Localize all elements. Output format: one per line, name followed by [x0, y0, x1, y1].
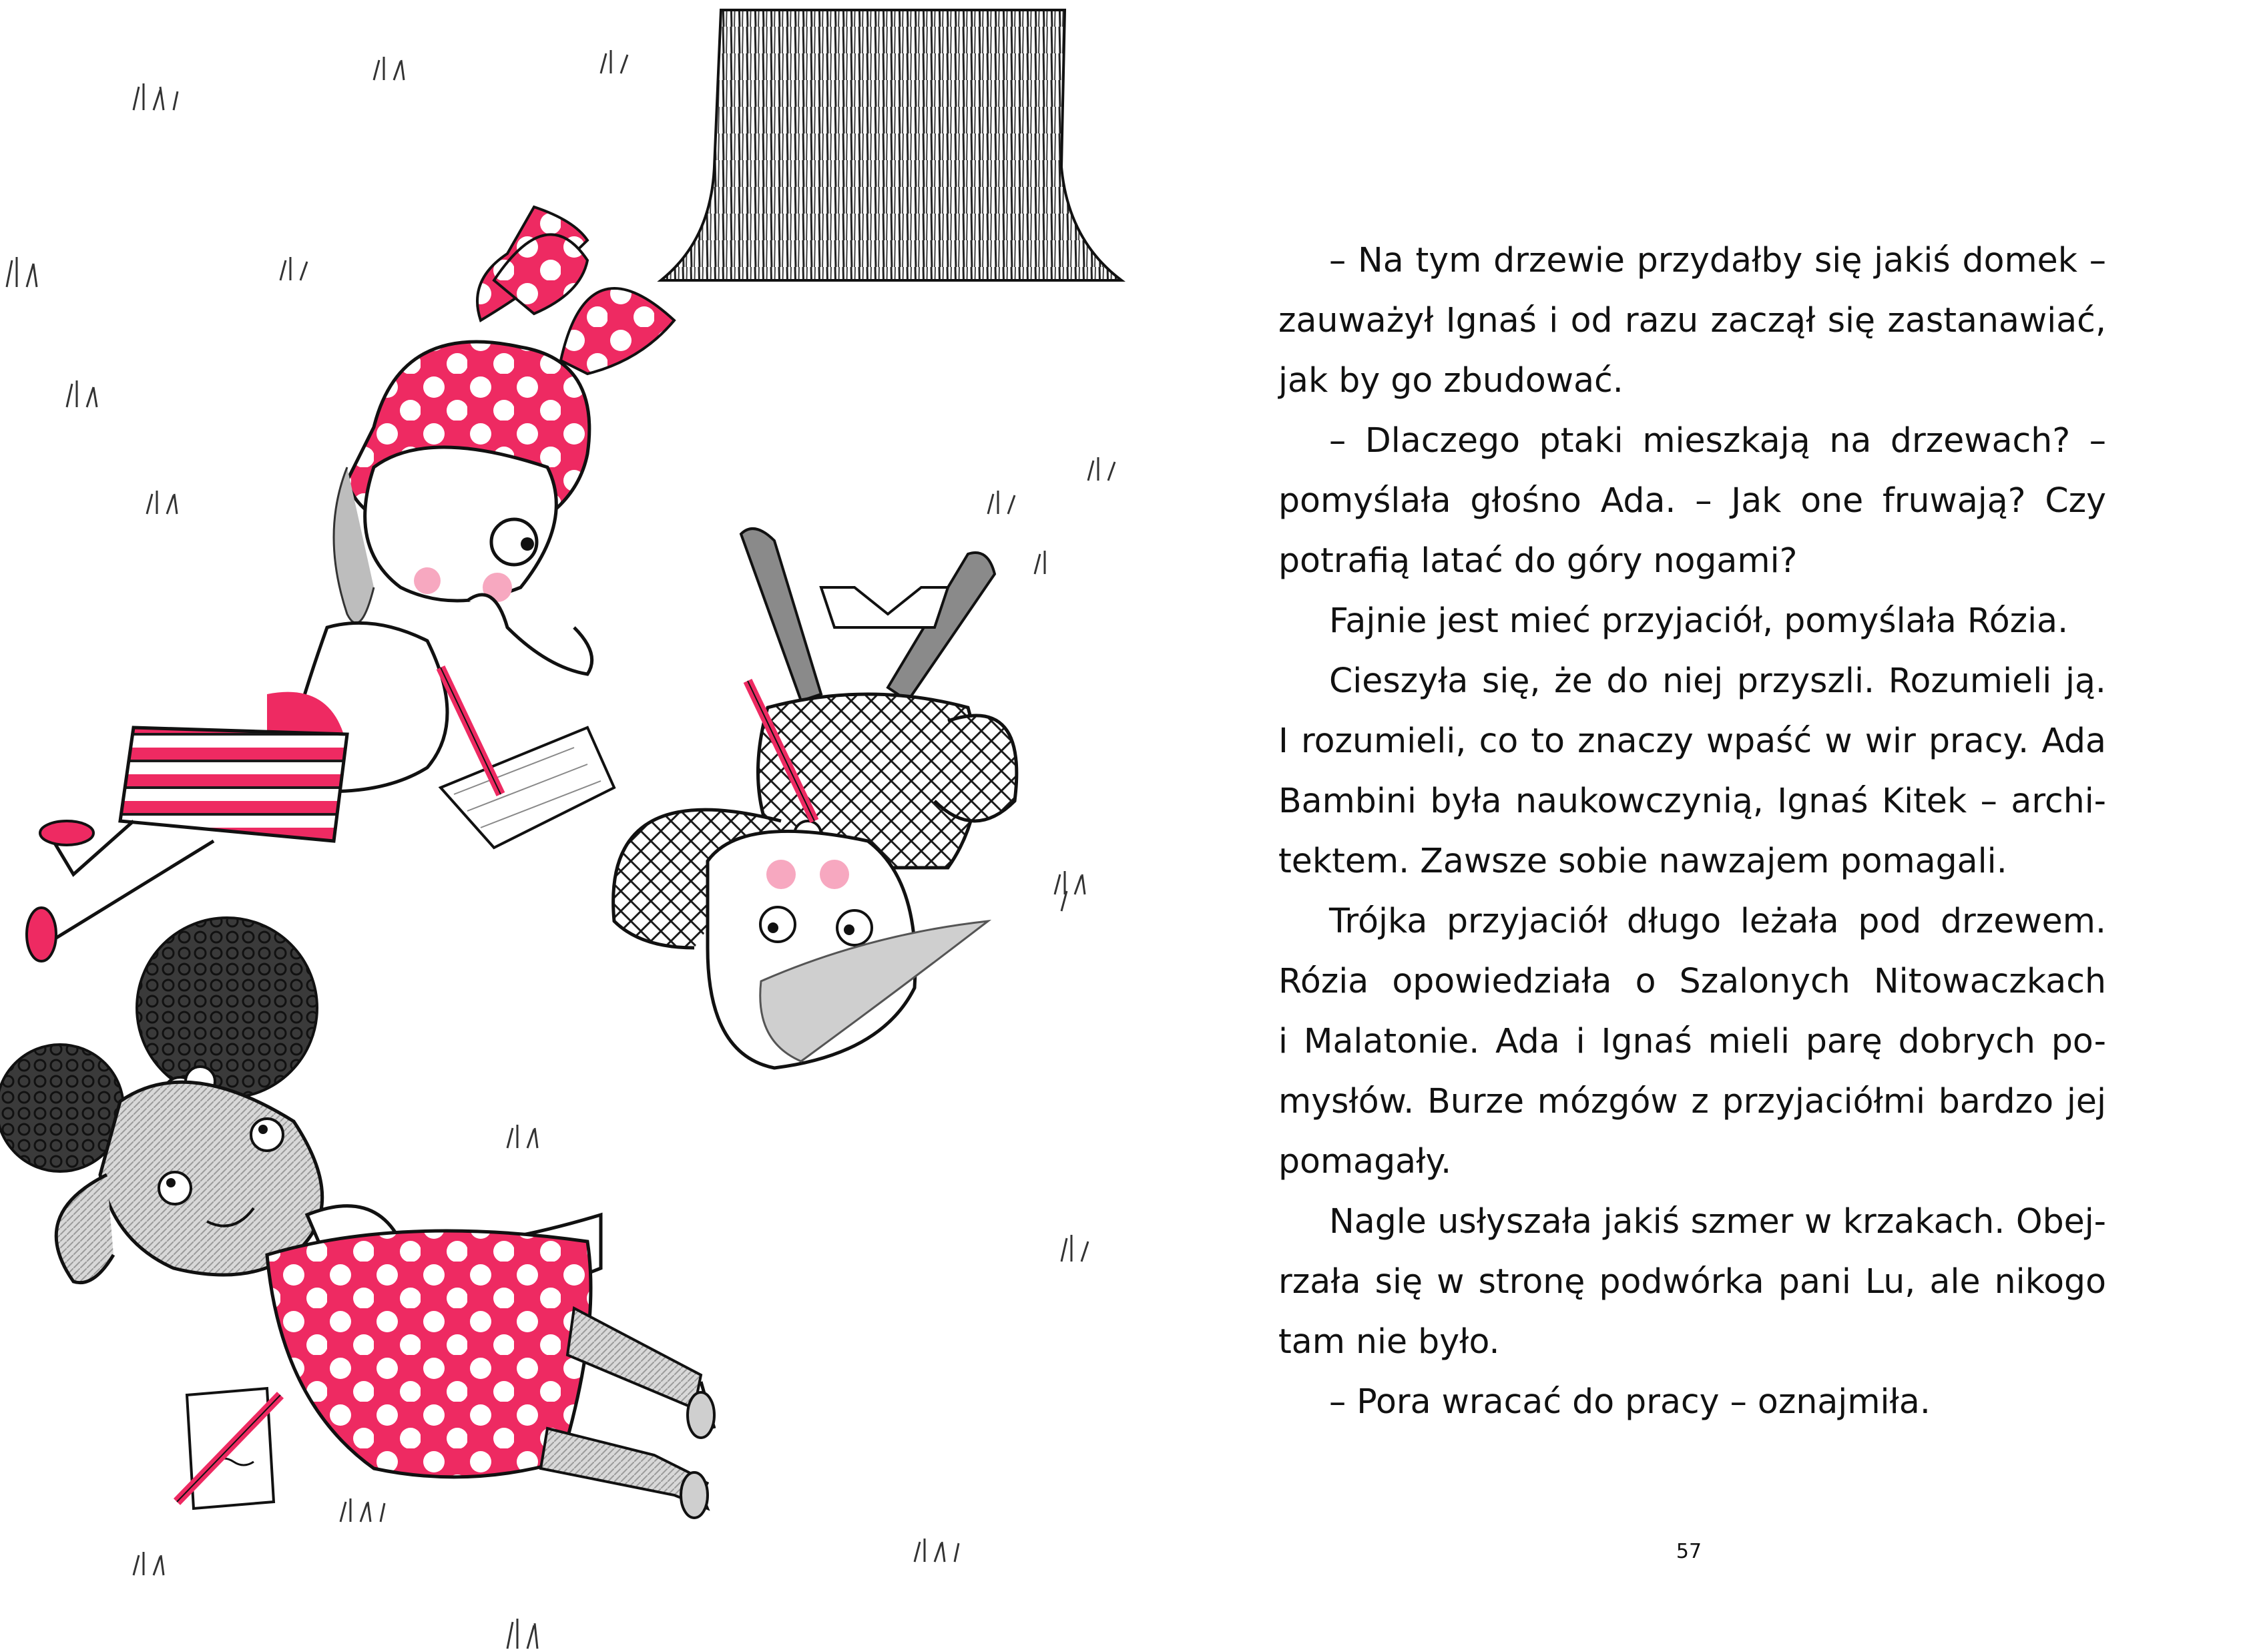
tree-trunk	[661, 10, 1121, 280]
girl-with-bandana	[27, 207, 674, 961]
text-line: pomyślała głośno Ada. – Jak one fruwają? Czy	[1278, 481, 2106, 520]
text-line: zauważył Ignaś i od razu zaczął się zastanawiać,	[1278, 300, 2106, 340]
text-line: potrafią latać do góry nogami?	[1278, 541, 1798, 580]
text-line: Bambini była naukowczynią, Ignaś Kitek – archi-	[1278, 781, 2106, 820]
text-line: i Malatonie. Ada i Ignaś mieli parę dobrych po-	[1278, 1021, 2106, 1061]
text-line: mysłów. Burze mózgów z przyjaciółmi bardzo jej	[1278, 1081, 2106, 1121]
text-line: Trójka przyjaciół długo leżała pod drzewem.	[1329, 901, 2106, 940]
girl-with-curly-hair	[0, 918, 714, 1518]
paragraph	[1278, 591, 2106, 651]
paragraph	[1278, 410, 2106, 591]
paragraph	[1278, 230, 2106, 410]
text-line: pomagały.	[1278, 1141, 1452, 1181]
paragraph	[1278, 1372, 2106, 1432]
text-line: jak by go zbudować.	[1278, 360, 1623, 400]
text-line: tam nie było.	[1278, 1322, 1500, 1361]
paragraph	[1278, 1191, 2106, 1372]
text-page	[1278, 230, 2106, 1432]
text-line: Cieszyła się, że do niej przyszli. Rozumieli ją.	[1329, 661, 2106, 700]
text-line: – Dlaczego ptaki mieszkają na drzewach? –	[1329, 421, 2106, 460]
text-line: I rozumieli, co to znaczy wpaść w wir pracy. Ada	[1278, 721, 2106, 760]
text-line: – Na tym drzewie przydałby się jakiś domek –	[1329, 240, 2106, 280]
boy-upside-down	[613, 529, 1017, 1068]
page-number: 57	[1676, 1540, 1702, 1563]
text-line: Rózia opowiedziała o Szalonych Nitowaczkach	[1278, 961, 2106, 1001]
text-line: Fajnie jest mieć przyjaciół, pomyślała Rózia.	[1329, 601, 2069, 640]
text-line: Nagle usłyszała jakiś szmer w krzakach. Obej-	[1329, 1201, 2106, 1241]
paragraph	[1278, 651, 2106, 891]
text-line: rzała się w stronę podwórka pani Lu, ale nikogo	[1278, 1262, 2106, 1301]
paragraph	[1278, 891, 2106, 1191]
text-line: – Pora wracać do pracy – oznajmiła.	[1329, 1382, 1931, 1421]
text-line: tektem. Zawsze sobie nawzajem pomagali.	[1278, 841, 2007, 880]
